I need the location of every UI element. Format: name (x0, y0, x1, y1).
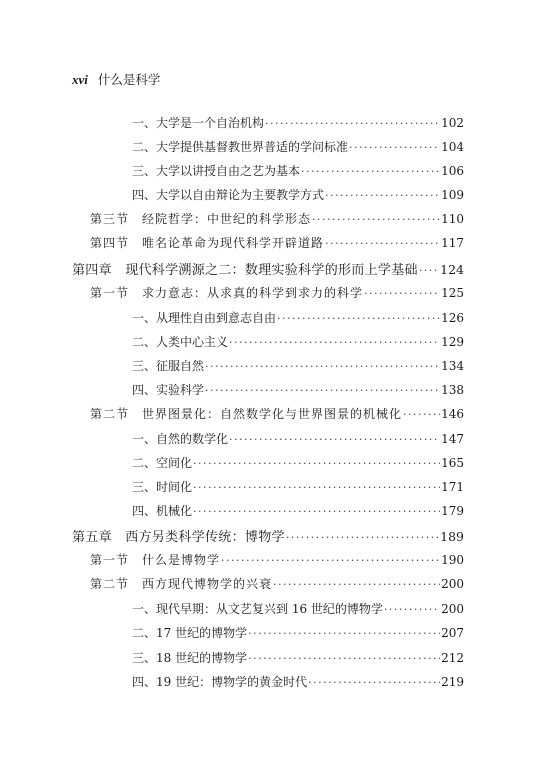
toc-entry[interactable] (90, 210, 464, 227)
dot-leader (325, 237, 440, 250)
book-title: 什么是科学 (97, 72, 161, 87)
toc-entry-label: 三、大学以讲授自由之艺为基本 (132, 164, 301, 178)
toc-entry-page: 104 (441, 140, 464, 154)
toc-entry-page: 200 (441, 602, 464, 616)
toc-entry[interactable] (132, 649, 464, 666)
toc-entry-page: 134 (441, 359, 464, 373)
toc-entry[interactable] (132, 600, 464, 617)
toc-entry-label: 四、实验科学 (132, 383, 205, 397)
dot-leader (419, 264, 439, 277)
dot-leader (229, 433, 440, 446)
toc-entry-page: 207 (441, 626, 464, 640)
dot-leader (364, 287, 440, 300)
toc-entry-label: 第四节 唯名论革命为现代科学开辟道路 (90, 236, 325, 250)
toc-entry-label: 四、机械化 (132, 504, 193, 518)
toc-entry-label: 四、19 世纪：博物学的黄金时代 (132, 675, 308, 689)
dot-leader (325, 189, 440, 202)
toc-entry-page: 117 (441, 236, 464, 250)
toc-entry-label: 一、现代早期：从文艺复兴到 16 世纪的博物学 (132, 602, 383, 616)
toc-entry-page: 106 (441, 164, 464, 178)
toc-entry-label: 二、空间化 (132, 456, 193, 470)
toc-entry[interactable] (132, 357, 464, 374)
dot-leader (193, 481, 440, 494)
toc-entry[interactable] (132, 454, 464, 471)
toc-entry-page: 146 (441, 407, 464, 421)
toc-entry-label: 第一节 什么是博物学 (90, 553, 221, 567)
toc-entry-label: 二、人类中心主义 (132, 335, 229, 349)
dot-leader (277, 312, 440, 325)
dot-leader (349, 141, 440, 154)
toc-entry[interactable] (132, 333, 464, 350)
toc-entry-label: 一、大学是一个自治机构 (132, 116, 265, 130)
toc-entry-page: 189 (440, 529, 464, 544)
toc-entry[interactable] (90, 405, 464, 422)
toc-entry[interactable] (132, 673, 464, 690)
toc-entry[interactable] (132, 502, 464, 519)
toc-entry-label: 第四章 现代科学溯源之二：数理实验科学的形而上学基础 (72, 263, 418, 278)
toc-entry-label: 第五章 西方另类科学传统：博物学 (72, 530, 285, 545)
toc-entry[interactable] (90, 551, 464, 568)
toc-entry-page: 200 (441, 577, 464, 591)
toc-entry-page: 110 (441, 212, 464, 226)
dot-leader (205, 360, 440, 373)
toc-entry-page: 129 (441, 335, 464, 349)
toc-entry-label: 第二节 西方现代博物学的兴衰 (90, 577, 273, 591)
toc-entry-label: 一、自然的数学化 (132, 432, 229, 446)
dot-leader (221, 554, 440, 567)
toc-entry-label: 三、时间化 (132, 480, 193, 494)
page-number: xvi (72, 72, 88, 87)
toc-entry[interactable] (132, 138, 464, 155)
toc-entry-page: 102 (441, 116, 464, 130)
dot-leader (193, 457, 440, 470)
dot-leader (265, 117, 440, 130)
toc-entry-page: 171 (441, 480, 464, 494)
toc-entry[interactable] (132, 186, 464, 203)
toc-entry[interactable] (90, 284, 464, 301)
dot-leader (205, 384, 440, 397)
toc-chapter[interactable] (72, 259, 464, 278)
dot-leader (273, 578, 440, 591)
toc-entry[interactable] (90, 575, 464, 592)
toc-entry-page: 147 (441, 432, 464, 446)
toc-entry-page: 190 (441, 553, 464, 567)
toc-entry-page: 219 (441, 675, 464, 689)
toc-entry[interactable] (132, 430, 464, 447)
dot-leader (312, 213, 440, 226)
dot-leader (308, 676, 440, 689)
dot-leader (248, 627, 440, 640)
toc-entry-label: 二、大学提供基督教世界普适的学问标准 (132, 140, 349, 154)
toc-entry-label: 第二节 世界图景化：自然数学化与世界图景的机械化 (90, 407, 403, 421)
toc-entry-label: 四、大学以自由辩论为主要教学方式 (132, 188, 325, 202)
toc-entry[interactable] (132, 478, 464, 495)
toc-chapter[interactable] (72, 526, 464, 545)
toc-entry-page: 138 (441, 383, 464, 397)
dot-leader (286, 531, 439, 544)
dot-leader (229, 336, 440, 349)
toc-entry-page: 125 (441, 286, 464, 300)
dot-leader (384, 603, 440, 616)
toc-entry[interactable] (132, 162, 464, 179)
toc-entry-page: 109 (441, 188, 464, 202)
dot-leader (248, 652, 440, 665)
toc-entry-label: 二、17 世纪的博物学 (132, 626, 248, 640)
running-head (72, 70, 160, 88)
toc-entry[interactable] (132, 114, 464, 131)
toc-entry-page: 212 (441, 651, 464, 665)
toc-entry-label: 第一节 求力意志：从求真的科学到求力的科学 (90, 286, 364, 300)
toc-entry[interactable] (132, 381, 464, 398)
toc-entry[interactable] (132, 624, 464, 641)
toc-entry-page: 179 (441, 504, 464, 518)
toc-entry-page: 165 (441, 456, 464, 470)
toc-entry-label: 三、18 世纪的博物学 (132, 651, 248, 665)
toc-entry[interactable] (90, 234, 464, 251)
dot-leader (403, 408, 440, 421)
dot-leader (301, 165, 440, 178)
toc-entry[interactable] (132, 309, 464, 326)
dot-leader (193, 505, 440, 518)
toc-entry-page: 126 (441, 311, 464, 325)
toc-entry-label: 一、从理性自由到意志自由 (132, 311, 277, 325)
toc-entry-page: 124 (440, 262, 464, 277)
toc-entry-label: 三、征服自然 (132, 359, 205, 373)
toc-entry-label: 第三节 经院哲学：中世纪的科学形态 (90, 212, 312, 226)
